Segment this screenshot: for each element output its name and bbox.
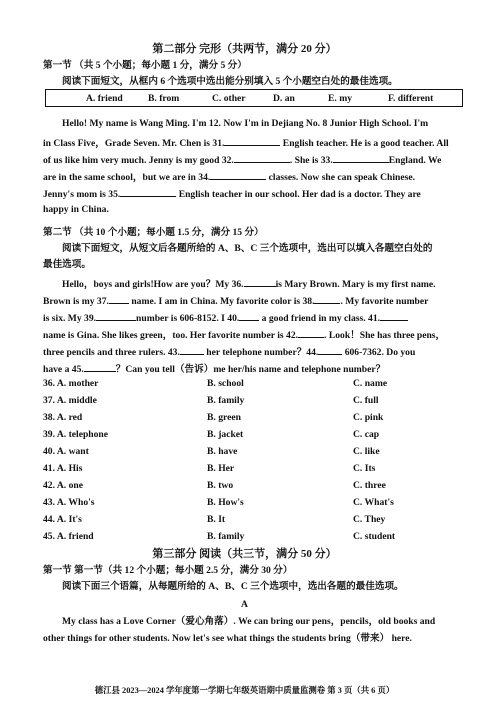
question-option-b[interactable]: B. two	[207, 480, 234, 491]
answer-blank[interactable]	[314, 293, 340, 304]
question-option-b[interactable]: B. Her	[207, 463, 235, 474]
question-option-c[interactable]: C. Its	[353, 463, 376, 474]
answer-blank[interactable]	[244, 276, 276, 287]
passage1-line: in Class Five，Grade Seven. Mr. Chen is 31. English teacher. He is a good teacher. All	[43, 135, 449, 151]
part2-section1-heading: 第一节 （共 5 个小题；每小题 1 分，满分 5 分）	[43, 60, 247, 71]
option-item: A. friend	[86, 93, 123, 104]
passage2-line: is six. My 39. number is 606-8152. I 40. a good friend in my class. 41.	[43, 310, 408, 326]
passageA-line: other things for other students. Now let's see what things the students bring（带来） here.	[43, 633, 412, 644]
answer-blank[interactable]	[224, 135, 280, 146]
question-option-c[interactable]: C. They	[353, 514, 386, 525]
part3-title: 第三部分 阅读（共三节，满分 50 分）	[152, 548, 337, 560]
question-option-c[interactable]: C. full	[353, 395, 379, 406]
answer-blank[interactable]	[109, 293, 129, 304]
page-footer: 德江县 2023—2024 学年度第一学期七年级英语期中质量监测卷 第 3 页（共 6 页）	[94, 686, 395, 695]
question-option-c[interactable]: C. student	[353, 531, 396, 542]
question-option-b[interactable]: B. green	[207, 412, 241, 423]
passage1-line: are in the same school，but we are in 34. classes. Now she can speak Chinese.	[43, 169, 415, 185]
question-option-b[interactable]: B. have	[207, 446, 238, 457]
part2-section2-heading: 第二节 （共 10 个小题；每小题 1.5 分，满分 15 分）	[43, 227, 264, 238]
question-option-a[interactable]: 36. A. mother	[43, 378, 99, 389]
passage2-line: Hello，boys and girls!How are you？My 36. is Mary Brown. Mary is my first name.	[62, 276, 436, 292]
question-option-c[interactable]: C. pink	[353, 412, 384, 423]
option-item: D. an	[273, 93, 295, 104]
part2-section1-instruction: 阅读下面短文，从框内 6 个选项中选出能分别填入 5 个小题空白处的最佳选项。	[62, 76, 398, 87]
question-option-b[interactable]: B. family	[207, 531, 245, 542]
passage2-line: three pencils and three rulers. 43. her telephone number？44. 606-7362. Do you	[43, 344, 415, 360]
option-item: B. from	[148, 93, 180, 104]
part3-section1-instruction: 阅读下面三个语篇，从每题所给的 A、B、C 三个选项中，选出各题的最佳选项。	[62, 581, 404, 592]
question-option-a[interactable]: 43. A. Who's	[43, 497, 95, 508]
question-option-c[interactable]: C. cap	[353, 429, 380, 440]
answer-blank[interactable]	[318, 344, 342, 355]
answer-blank[interactable]	[333, 152, 389, 163]
question-option-a[interactable]: 37. A. middle	[43, 395, 97, 406]
answer-blank[interactable]	[234, 152, 290, 163]
question-option-a[interactable]: 40. A. want	[43, 446, 89, 457]
question-option-a[interactable]: 45. A. friend	[43, 531, 94, 542]
answer-blank[interactable]	[210, 169, 266, 180]
answer-blank[interactable]	[120, 186, 176, 197]
question-option-b[interactable]: B. family	[207, 395, 245, 406]
question-option-a[interactable]: 38. A. red	[43, 412, 83, 423]
answer-blank[interactable]	[380, 310, 408, 321]
part2-title: 第二部分 完形（共两节，满分 20 分）	[152, 43, 337, 55]
question-option-c[interactable]: C. What's	[353, 497, 394, 508]
part2-section2-instruction: 阅读下面短文，从短文后各题所给的 A、B、C 三个选项中，选出可以填入各题空白处的	[62, 243, 433, 254]
passage1-line: Jenny's mom is 35. English teacher in our school. Her dad is a doctor. They are	[43, 186, 421, 202]
question-option-c[interactable]: C. three	[353, 480, 386, 491]
answer-blank[interactable]	[239, 310, 259, 321]
option-item: F. different	[388, 93, 434, 104]
question-option-a[interactable]: 44. A. It's	[43, 514, 82, 525]
passage2-line: name is Gina. She likes green，too. Her favorite number is 42. . Look！She has three pens，	[43, 327, 445, 343]
answer-blank[interactable]	[298, 327, 324, 338]
passage-label: A	[241, 599, 248, 610]
passage1-line: happy in China.	[43, 204, 109, 215]
question-option-b[interactable]: B. How's	[207, 497, 244, 508]
question-option-c[interactable]: C. like	[353, 446, 380, 457]
answer-blank[interactable]	[84, 361, 116, 372]
question-option-a[interactable]: 41. A. His	[43, 463, 83, 474]
question-option-b[interactable]: B. jacket	[207, 429, 244, 440]
question-option-a[interactable]: 42. A. one	[43, 480, 83, 491]
question-option-c[interactable]: C. name	[353, 378, 388, 389]
question-option-b[interactable]: B. It	[207, 514, 226, 525]
part3-section1-heading: 第一节 第一节（共 12 个小题；每小题 2.5 分，满分 30 分）	[43, 565, 293, 576]
answer-blank[interactable]	[96, 310, 136, 321]
question-option-b[interactable]: B. school	[207, 378, 244, 389]
passage1-line: Hello! My name is Wang Ming. I'm 12. Now I'm in Dejiang No. 8 Junior High School. I'm	[62, 118, 429, 129]
passageA-line: My class has a Love Corner（爱心角落）. We can bring our pens，pencils，old books and	[62, 616, 436, 627]
answer-blank[interactable]	[180, 344, 204, 355]
part2-section2-instruction: 最佳选项。	[43, 259, 91, 270]
passage2-line: Brown is my 37. name. I am in China. My favorite color is 38. . My favorite number	[43, 293, 428, 309]
passage1-line: of us like him very much. Jenny is my good 32. . She is 33. England. We	[43, 152, 441, 168]
question-option-a[interactable]: 39. A. telephone	[43, 429, 109, 440]
passage2-line: have a 45. ？Can you tell（告诉）me her/his name and telephone number？	[43, 361, 385, 377]
option-item: E. my	[328, 93, 352, 104]
option-item: C. other	[212, 93, 246, 104]
